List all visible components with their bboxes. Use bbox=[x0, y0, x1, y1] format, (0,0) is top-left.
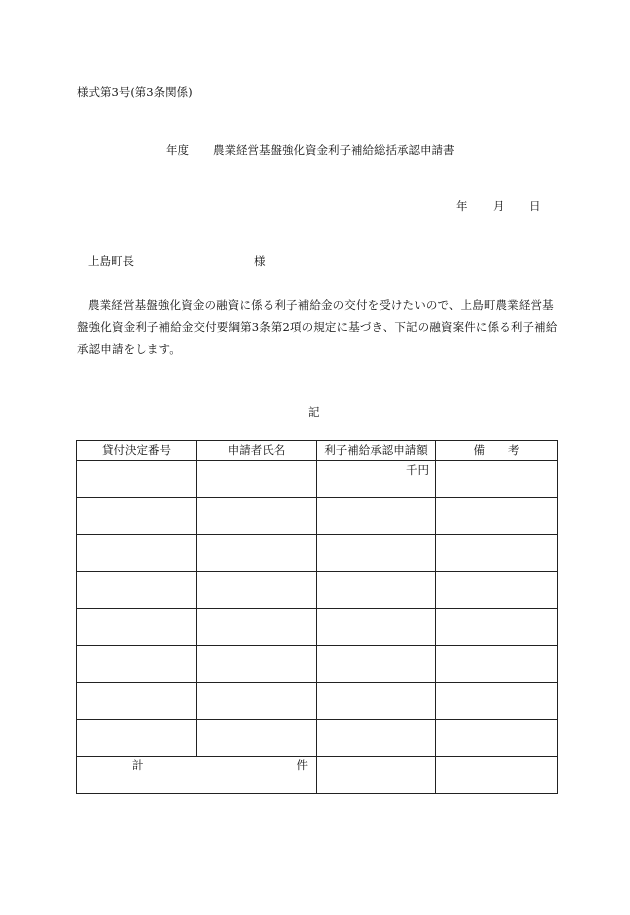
cell-loan-number[interactable] bbox=[77, 572, 197, 609]
table-row bbox=[77, 498, 558, 535]
cell-loan-number[interactable] bbox=[77, 720, 197, 757]
table-header-row bbox=[77, 441, 558, 461]
cell-applicant-name[interactable] bbox=[197, 720, 317, 757]
cell-remarks[interactable] bbox=[436, 461, 558, 498]
header-applicant-name: 申請者氏名 bbox=[197, 441, 317, 461]
cell-requested-amount[interactable] bbox=[317, 461, 436, 498]
cell-total-amount[interactable] bbox=[317, 757, 436, 794]
cell-applicant-name[interactable] bbox=[197, 498, 317, 535]
cell-loan-number[interactable] bbox=[77, 461, 197, 498]
cell-requested-amount[interactable] bbox=[317, 720, 436, 757]
header-loan-number: 貸付決定番号 bbox=[77, 441, 197, 461]
cell-total-count[interactable] bbox=[77, 757, 317, 794]
application-table bbox=[76, 440, 558, 794]
cell-applicant-name[interactable] bbox=[197, 461, 317, 498]
document-title: 農業経営基盤強化資金利子補給総括承認申請書 bbox=[213, 143, 455, 157]
table-row bbox=[77, 461, 558, 498]
cell-requested-amount[interactable] bbox=[317, 498, 436, 535]
cell-loan-number[interactable] bbox=[77, 646, 197, 683]
header-remarks: 備 考 bbox=[436, 441, 558, 461]
cell-remarks[interactable] bbox=[436, 683, 558, 720]
cell-applicant-name[interactable] bbox=[197, 609, 317, 646]
cell-remarks[interactable] bbox=[436, 646, 558, 683]
table-row bbox=[77, 646, 558, 683]
ki-heading: 記 bbox=[308, 405, 320, 419]
cell-requested-amount[interactable] bbox=[317, 535, 436, 572]
cell-applicant-name[interactable] bbox=[197, 535, 317, 572]
cell-loan-number[interactable] bbox=[77, 609, 197, 646]
date-day-label: 日 bbox=[529, 199, 541, 213]
cell-applicant-name[interactable] bbox=[197, 572, 317, 609]
table-row bbox=[77, 720, 558, 757]
cell-applicant-name[interactable] bbox=[197, 646, 317, 683]
header-requested-amount: 利子補給承認申請額 bbox=[317, 441, 436, 461]
cell-loan-number[interactable] bbox=[77, 683, 197, 720]
form-number: 様式第3号(第3条関係) bbox=[77, 85, 193, 99]
cell-loan-number[interactable] bbox=[77, 498, 197, 535]
table-row bbox=[77, 535, 558, 572]
cell-remarks[interactable] bbox=[436, 535, 558, 572]
addressee-name: 上島町長 bbox=[88, 254, 134, 268]
cell-requested-amount[interactable] bbox=[317, 572, 436, 609]
total-label: 計 bbox=[132, 758, 144, 772]
cell-remarks[interactable] bbox=[436, 572, 558, 609]
table-row bbox=[77, 609, 558, 646]
table-row bbox=[77, 683, 558, 720]
cell-requested-amount[interactable] bbox=[317, 683, 436, 720]
table-row bbox=[77, 572, 558, 609]
cell-loan-number[interactable] bbox=[77, 535, 197, 572]
addressee-honorific: 様 bbox=[254, 254, 266, 268]
cell-remarks[interactable] bbox=[436, 609, 558, 646]
cell-requested-amount[interactable] bbox=[317, 609, 436, 646]
cell-requested-amount[interactable] bbox=[317, 646, 436, 683]
total-label-wrap bbox=[77, 757, 316, 773]
body-paragraph: 農業経営基盤強化資金の融資に係る利子補給金の交付を受けたいので、上島町農業経営基盤強化資金利子補給金交付要綱第3条第2項の規定に基づき、下記の融資案件に係る利子補給承認申請をします。 bbox=[77, 298, 558, 356]
cell-applicant-name[interactable] bbox=[197, 683, 317, 720]
cell-remarks[interactable] bbox=[436, 498, 558, 535]
cell-total-remarks[interactable] bbox=[436, 757, 558, 794]
unit-label: 千円 bbox=[406, 463, 429, 477]
date-month-label: 月 bbox=[493, 199, 505, 213]
total-count-unit: 件 bbox=[296, 758, 308, 772]
cell-remarks[interactable] bbox=[436, 720, 558, 757]
title-fiscal-year: 年度 bbox=[166, 143, 189, 157]
total-row bbox=[77, 757, 558, 794]
date-year-label: 年 bbox=[456, 199, 468, 213]
